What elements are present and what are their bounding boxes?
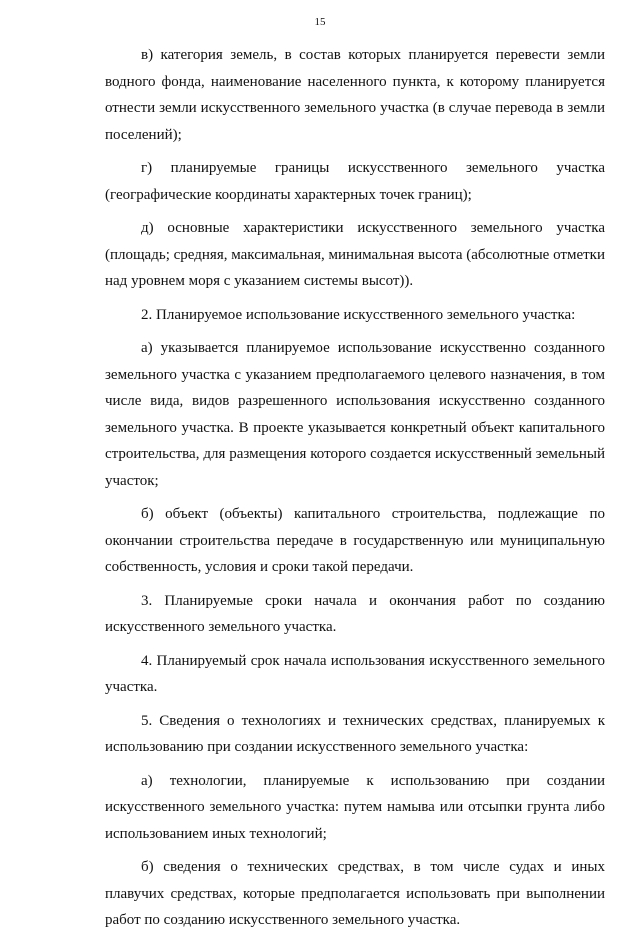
page-number: 15	[314, 16, 326, 28]
paragraph-2-planned-use: 2. Планируемое использование искусственного земельного участка:	[141, 306, 576, 323]
paragraph-5a-technologies-used: а) технологии, планируемые к использованию при создании искусственного земельного участка: путем намыва или отсыпки грунта либо использованием иных технологий;	[105, 772, 605, 842]
paragraph-5-technologies: 5. Сведения о технологиях и технических средствах, планируемых к использованию при создании искусственного земельного участка:	[105, 712, 605, 755]
paragraph-3g-planned-boundaries: г) планируемые границы искусственного земельного участка (географические координаты характерных точек границ);	[105, 160, 605, 203]
paragraph-3-work-timeline: 3. Планируемые сроки начала и окончания работ по созданию искусственного земельного участка.	[105, 592, 605, 635]
paragraph-4-usage-start: 4. Планируемый срок начала использования искусственного земельного участка.	[105, 652, 605, 695]
paragraph-2b-capital-objects: б) объект (объекты) капитального строительства, подлежащие по окончании строительства передаче в государственную или муниципальную собственность, условия и сроки такой передачи.	[105, 506, 605, 575]
document-body	[105, 42, 605, 941]
paragraph-3d-main-characteristics: д) основные характеристики искусственного земельного участка (площадь; средняя, максимальная, минимальная высота (абсолютные отметки над уровнем моря с указанием системы высот)).	[105, 220, 605, 289]
paragraph-5b-technical-means: б) сведения о технических средствах, в том числе судах и иных плавучих средствах, которые предполагается использовать при выполнении работ по созданию искусственного земельного участка.	[105, 859, 605, 928]
paragraph-2a-use-description: а) указывается планируемое использование искусственно созданного земельного участка с указанием предполагаемого целевого назначения, в том числе вида, видов разрешенного использования искусственно созданного земельного участка. В проекте указывается конкретный объект капитального строительства, для размещения которого создается искусственный земельный участок;	[105, 340, 605, 489]
paragraph-3v-land-category: в) категория земель, в состав которых планируется перевести земли водного фонда, наименование населенного пункта, к которому планируется отнести земли искусственного земельного участка (в случае перевода в земли поселений);	[105, 47, 605, 143]
